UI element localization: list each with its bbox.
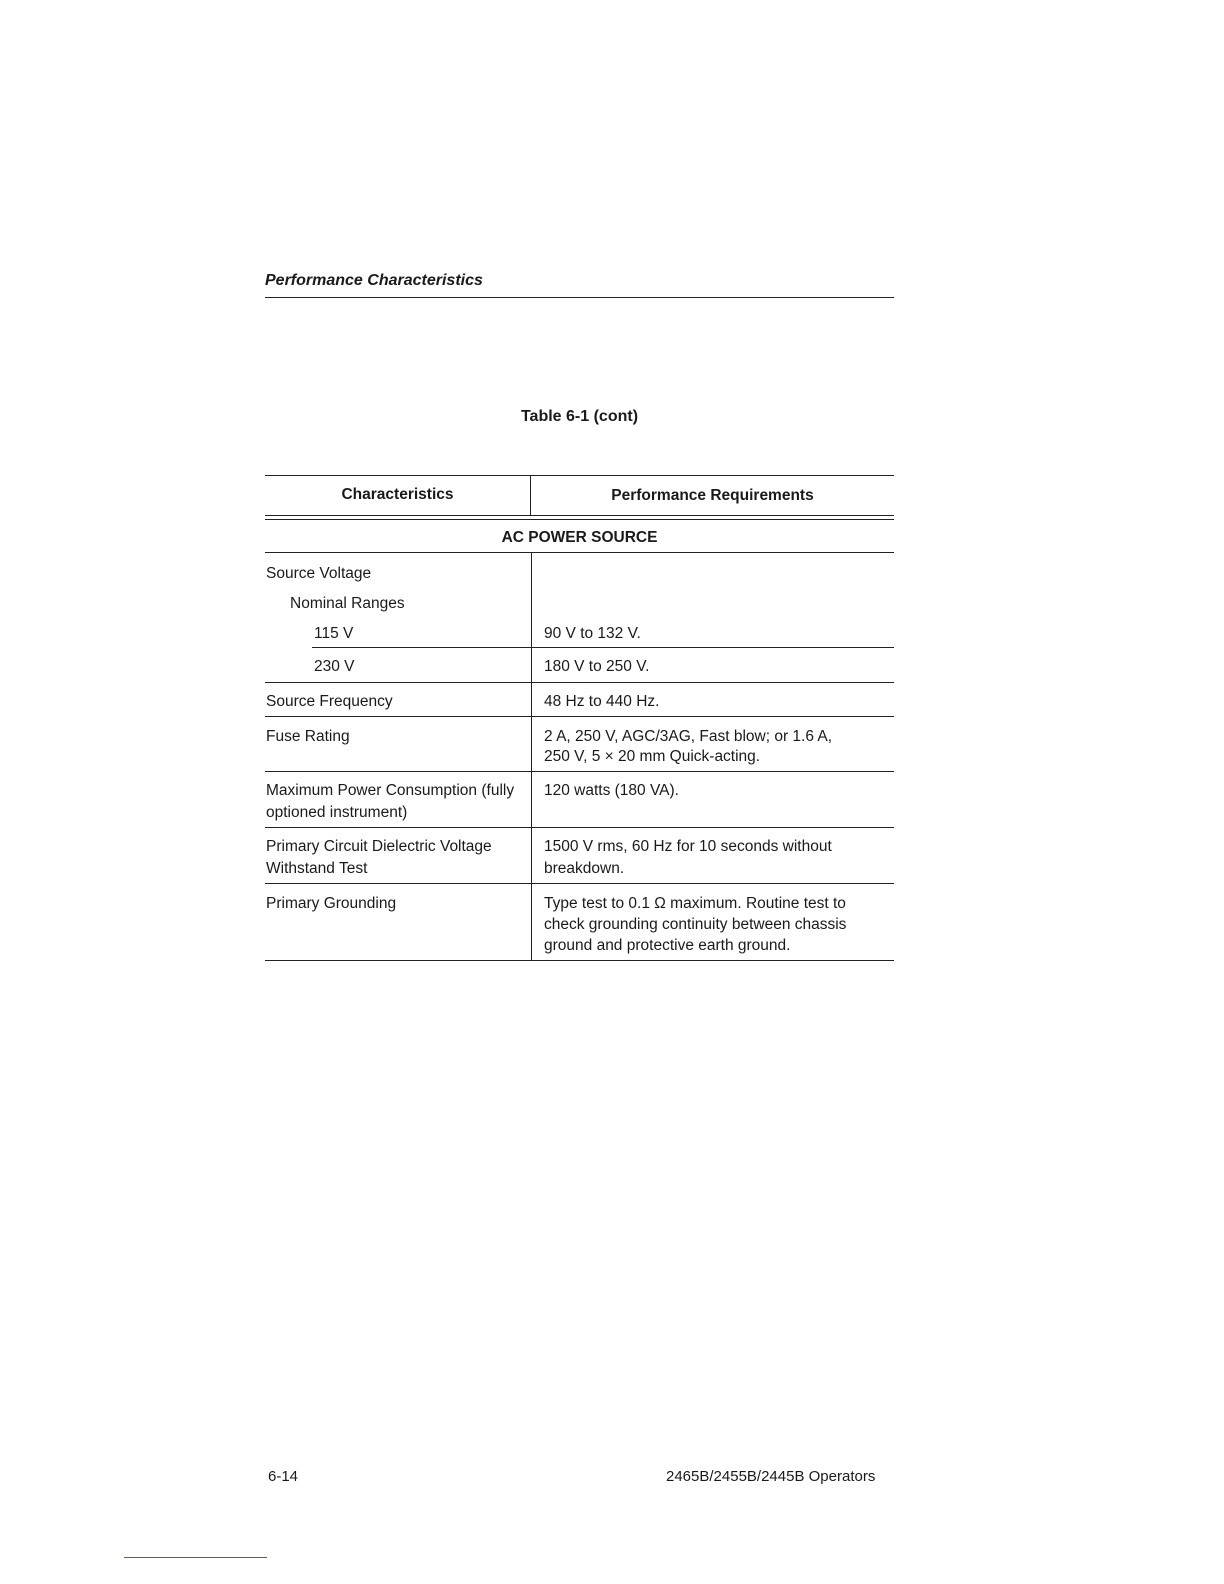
- row-rule-frequency: [265, 716, 894, 717]
- row-rule-115: [312, 647, 894, 648]
- header-bottom-rule-1: [265, 515, 894, 516]
- req-fuse-line-1: 2 A, 250 V, AGC/3AG, Fast blow; or 1.6 A,: [544, 728, 833, 745]
- req-fuse-line-2: 250 V, 5 × 20 mm Quick-acting.: [544, 748, 761, 765]
- req-115v: 90 V to 132 V.: [544, 625, 641, 642]
- section-label: AC POWER SOURCE: [501, 529, 658, 546]
- col-header-requirements: Performance Requirements: [611, 487, 814, 504]
- manual-title: 2465B/2455B/2445B Operators: [666, 1468, 876, 1485]
- section-rule: [265, 552, 894, 553]
- req-dielectric-line-2: breakdown.: [544, 860, 625, 877]
- char-dielectric-line-1: Primary Circuit Dielectric Voltage: [266, 838, 492, 855]
- row-rule-power: [265, 827, 894, 828]
- row-rule-230: [265, 682, 894, 683]
- req-grounding-line-2: check grounding continuity between chassis: [544, 916, 847, 933]
- row-rule-fuse: [265, 771, 894, 772]
- char-dielectric-line-2: Withstand Test: [266, 860, 368, 877]
- section-title: Performance Characteristics: [265, 272, 483, 289]
- char-grounding: Primary Grounding: [266, 895, 397, 912]
- req-230v: 180 V to 250 V.: [544, 658, 650, 675]
- char-nominal-ranges: Nominal Ranges: [290, 595, 405, 612]
- req-dielectric-line-1: 1500 V rms, 60 Hz for 10 seconds without: [544, 838, 832, 855]
- char-max-power-line-1: Maximum Power Consumption (fully: [266, 782, 515, 799]
- table-top-rule: [265, 475, 894, 476]
- table-bottom-rule: [265, 960, 894, 961]
- char-230v: 230 V: [314, 658, 355, 675]
- char-115v: 115 V: [314, 625, 354, 642]
- char-source-frequency: Source Frequency: [266, 693, 393, 710]
- char-max-power-line-2: optioned instrument): [266, 804, 408, 821]
- req-source-frequency: 48 Hz to 440 Hz.: [544, 693, 660, 710]
- col-header-characteristics: Characteristics: [341, 486, 454, 503]
- bottom-link-underline: [124, 1557, 267, 1558]
- page-number: 6-14: [268, 1468, 299, 1485]
- char-source-voltage: Source Voltage: [266, 565, 372, 582]
- header-bottom-rule-2: [265, 519, 894, 520]
- char-fuse-rating: Fuse Rating: [266, 728, 350, 745]
- row-rule-dielectric: [265, 883, 894, 884]
- table-title: Table 6-1 (cont): [520, 408, 639, 425]
- req-grounding-line-3: ground and protective earth ground.: [544, 937, 791, 954]
- req-grounding-line-1: Type test to 0.1 Ω maximum. Routine test to: [544, 895, 846, 912]
- req-max-power: 120 watts (180 VA).: [544, 782, 679, 799]
- body-col-divider: [531, 552, 532, 960]
